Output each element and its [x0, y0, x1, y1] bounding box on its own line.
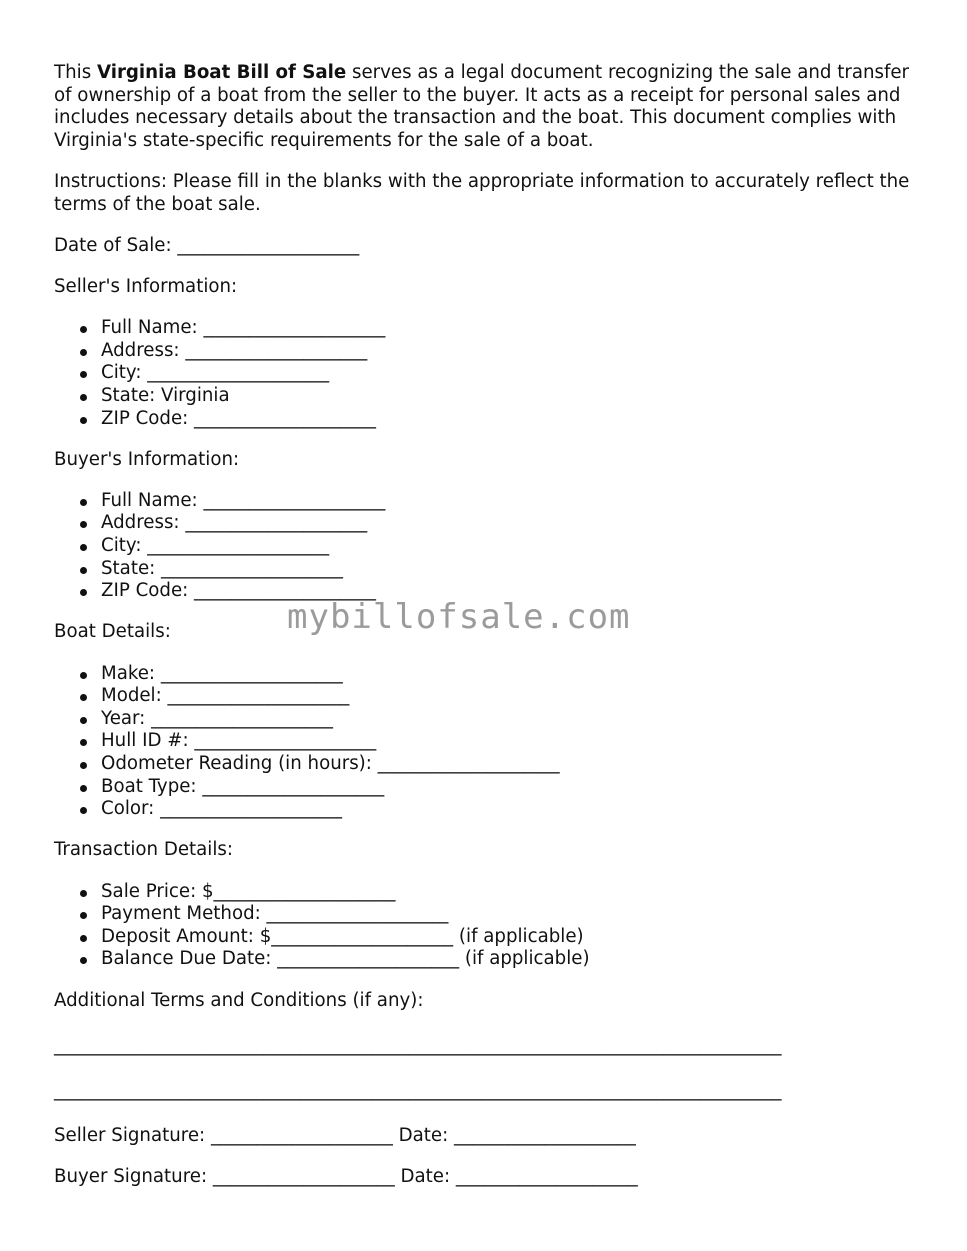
boat-make-field[interactable]: Make: ____________________: [101, 663, 914, 686]
sale-price-field[interactable]: Sale Price: $____________________: [101, 881, 914, 904]
buyer-heading: Buyer's Information:: [54, 448, 240, 470]
terms-heading: Additional Terms and Conditions (if any):: [54, 989, 424, 1011]
boat-list: [54, 663, 914, 821]
date-of-sale-field[interactable]: Date of Sale: ____________________: [54, 234, 360, 256]
boat-odometer-field[interactable]: Odometer Reading (in hours): ____________________: [101, 753, 914, 776]
boat-hull-id-field[interactable]: Hull ID #: ____________________: [101, 730, 914, 753]
watermark: mybillofsale.com: [287, 597, 631, 637]
boat-heading: Boat Details:: [54, 621, 171, 643]
buyer-city-field[interactable]: City: ____________________: [101, 535, 914, 558]
intro-text: serves as a legal document recognizing the sale and transfer of ownership of a boat from the seller to the buyer. It acts as a receipt for personal sales and includes necessary details about the transaction and the boat. This document complies with Virginia's state-specific requirements for the sale of a boat.: [54, 62, 910, 151]
document-body: [54, 62, 914, 1207]
intro-prefix: This: [54, 62, 97, 83]
deposit-amount-field[interactable]: Deposit Amount: $____________________ (if applicable): [101, 926, 914, 949]
seller-address-field[interactable]: Address: ____________________: [101, 340, 914, 363]
seller-city-field[interactable]: City: ____________________: [101, 362, 914, 385]
buyer-state-field[interactable]: State: ____________________: [101, 558, 914, 581]
document-title: Virginia Boat Bill of Sale: [96, 62, 347, 83]
buyer-full-name-field[interactable]: Full Name: ____________________: [101, 490, 914, 513]
intro-paragraph: [54, 62, 914, 152]
buyer-signature-field[interactable]: Buyer Signature: ____________________ Date: ____________________: [54, 1166, 638, 1188]
boat-year-field[interactable]: Year: ____________________: [101, 708, 914, 731]
seller-state-field: State: Virginia: [101, 385, 914, 408]
seller-zip-field[interactable]: ZIP Code: ____________________: [101, 408, 914, 431]
boat-model-field[interactable]: Model: ____________________: [101, 685, 914, 708]
seller-full-name-field[interactable]: Full Name: ____________________: [101, 317, 914, 340]
boat-type-field[interactable]: Boat Type: ____________________: [101, 776, 914, 799]
payment-method-field[interactable]: Payment Method: ____________________: [101, 903, 914, 926]
buyer-address-field[interactable]: Address: ____________________: [101, 512, 914, 535]
seller-list: [54, 317, 914, 430]
balance-due-date-field[interactable]: Balance Due Date: ____________________ (if applicable): [101, 948, 914, 971]
seller-heading: Seller's Information:: [54, 275, 238, 297]
buyer-list: [54, 490, 914, 603]
buyer-zip-field[interactable]: ZIP Code: ____________________: [101, 580, 914, 603]
terms-line-1[interactable]: ________________________________________________________________________________: [54, 1034, 782, 1056]
instructions: Instructions: Please fill in the blanks with the appropriate information to accurately reflect the terms of the boat sale.: [54, 170, 910, 215]
seller-signature-field[interactable]: Seller Signature: ____________________ Date: ____________________: [54, 1125, 636, 1147]
terms-line-2[interactable]: ________________________________________________________________________________: [54, 1079, 782, 1101]
transaction-heading: Transaction Details:: [54, 839, 234, 861]
boat-color-field[interactable]: Color: ____________________: [101, 798, 914, 821]
transaction-list: [54, 881, 914, 971]
